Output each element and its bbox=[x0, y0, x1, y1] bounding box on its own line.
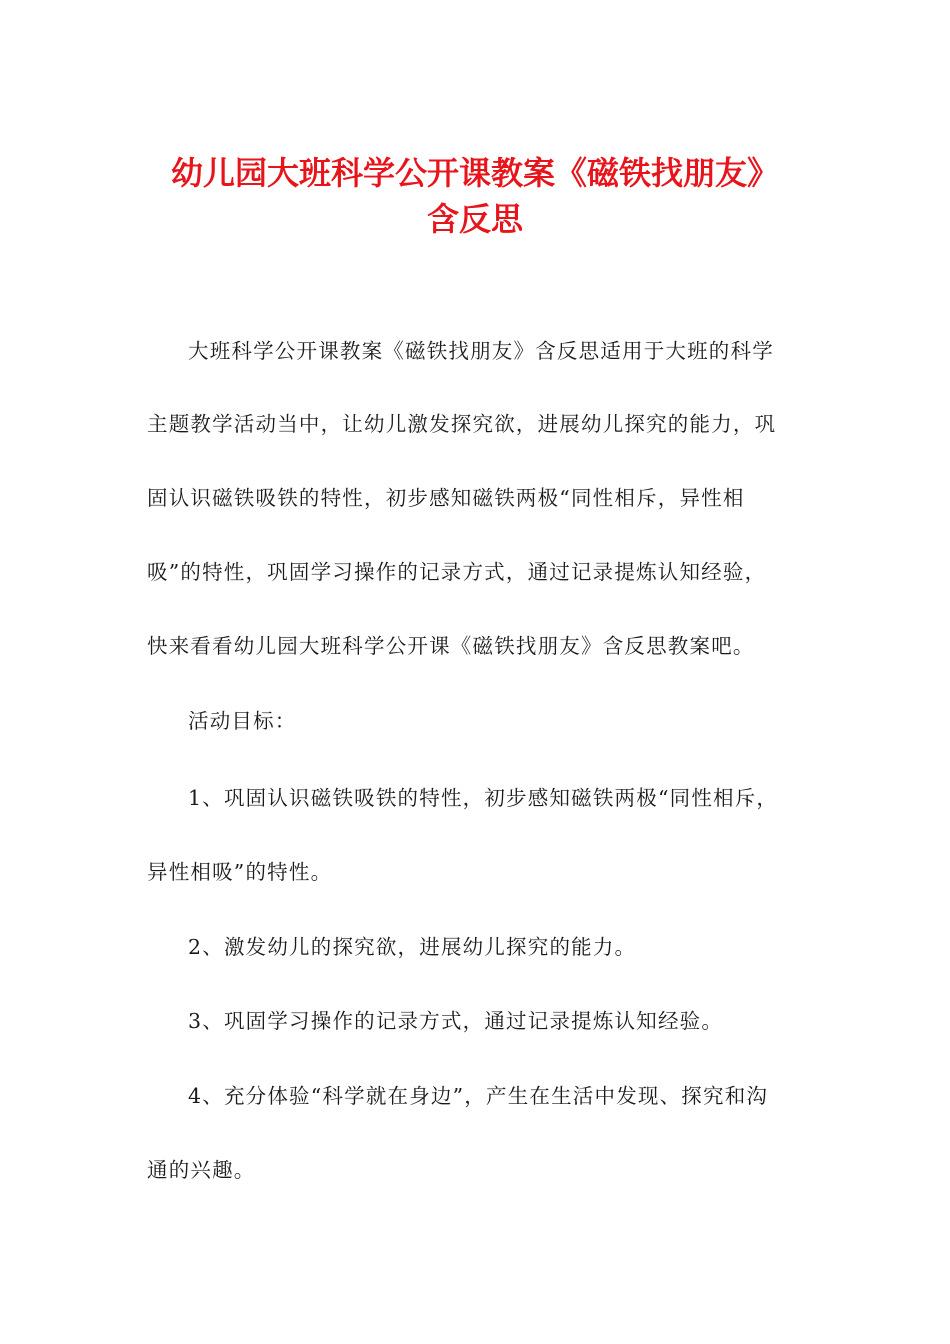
goal-3: 3、巩固学习操作的记录方式，通过记录提炼认知经验。 bbox=[188, 1009, 724, 1033]
document-title-line-1: 幼儿园大班科学公开课教案《磁铁找朋友》 bbox=[170, 154, 779, 192]
goal-1-line-2: 异性相吸”的特性。 bbox=[147, 860, 333, 884]
goal-1-line-1: 1、巩固认识磁铁吸铁的特性，初步感知磁铁两极“同性相斥， bbox=[188, 786, 779, 810]
document-title-line-2: 含反思 bbox=[426, 200, 523, 238]
intro-line-2: 主题教学活动当中，让幼儿激发探究欲，进展幼儿探究的能力，巩 bbox=[147, 412, 777, 436]
intro-line-3: 固认识磁铁吸铁的特性，初步感知磁铁两极“同性相斥，异性相 bbox=[147, 486, 745, 510]
goal-2: 2、激发幼儿的探究欲，进展幼儿探究的能力。 bbox=[188, 935, 637, 959]
goals-heading: 活动目标： bbox=[188, 709, 297, 733]
intro-line-5: 快来看看幼儿园大班科学公开课《磁铁找朋友》含反思教案吧。 bbox=[147, 634, 755, 658]
intro-line-1: 大班科学公开课教案《磁铁找朋友》含反思适用于大班的科学 bbox=[188, 339, 774, 363]
intro-line-4: 吸”的特性，巩固学习操作的记录方式，通过记录提炼认知经验， bbox=[147, 560, 767, 584]
goal-4-line-2: 通的兴趣。 bbox=[147, 1158, 256, 1182]
goal-4-line-1: 4、充分体验“科学就在身边”，产生在生活中发现、探究和沟 bbox=[188, 1084, 769, 1108]
